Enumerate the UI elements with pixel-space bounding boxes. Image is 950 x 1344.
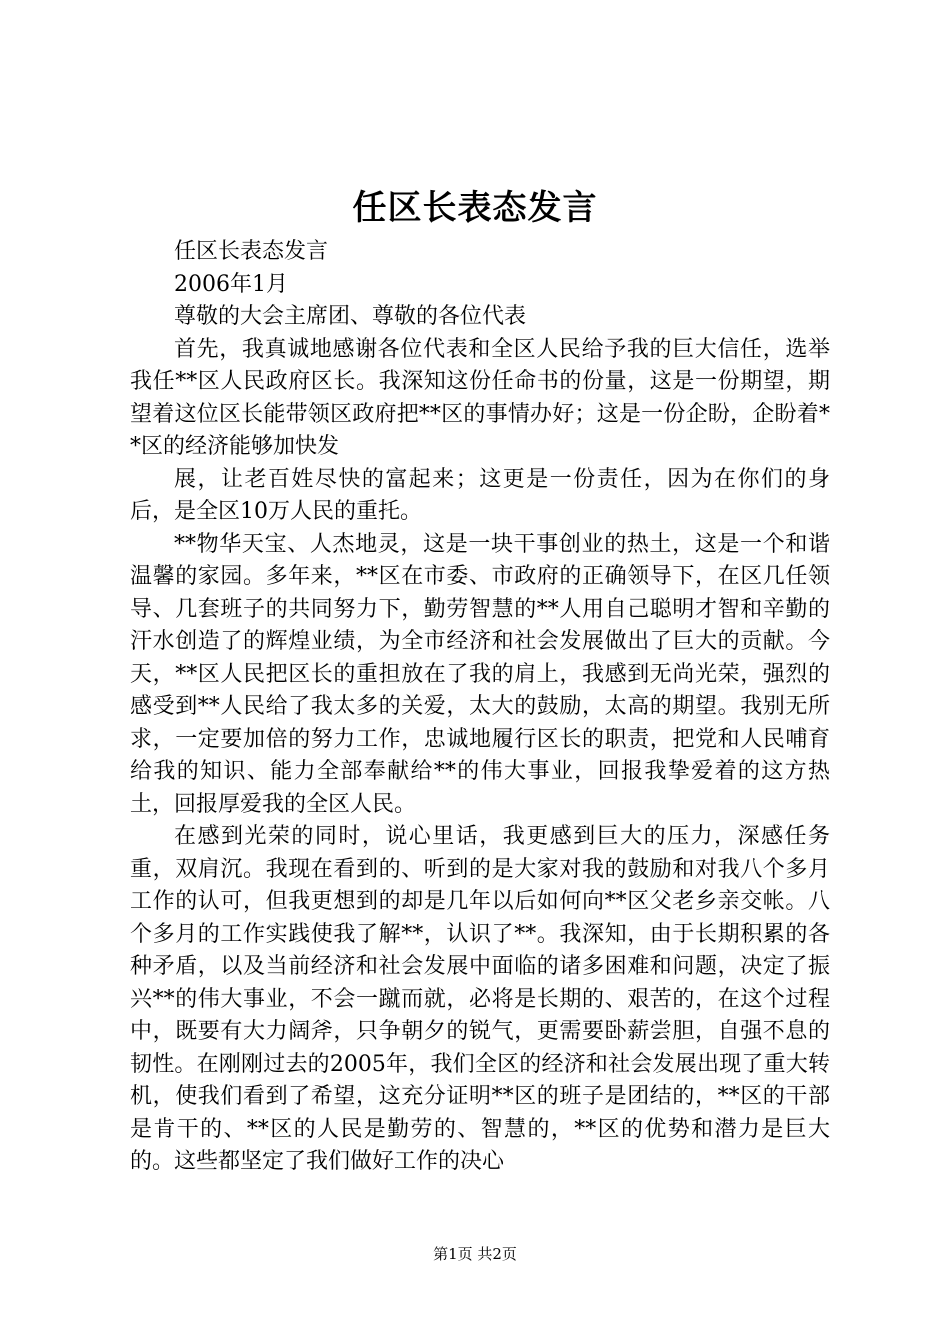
document-title: 任区长表态发言 — [352, 188, 598, 228]
paragraph-body: 在感到光荣的同时，说心里话，我更感到巨大的压力，深感任务重，双肩沉。我现在看到的、听到的是大家对我的鼓励和对我八个多月工作的认可，但我更想到的却是几年以后如何向**区父老乡亲交帐。八个多月的工作实践使我了解**，认识了**。我深知，由于长期积累的各种矛盾，以及当前经济和社会发展中面临的诸多困难和问题，决定了振兴**的伟大事业，不会一蹴而就，必将是长期的、艰苦的，在这个过程中，既要有大力阔斧，只争朝夕的锐气，更需要卧薪尝胆，自强不息的韧性。在刚刚过去的2005年，我们全区的经济和社会发展出现了重大转机，使我们看到了希望，这充分证明**区的班子是团结的，**区的干部是肯干的、**区的人民是勤劳的、智慧的，**区的优势和潜力是巨大的。这些都坚定了我们做好工作的决心 — [130, 824, 830, 1174]
paragraph-body: 首先，我真诚地感谢各位代表和全区人民给予我的巨大信任，选举我任**区人民政府区长。我深知这份任命书的份量，这是一份期望，期望着这位区长能带领区政府把**区的事情办好；这是一份企盼，企盼着**区的经济能够加快发 — [130, 336, 830, 459]
paragraph-body: 展，让老百姓尽快的富起来；这更是一份责任，因为在你们的身后，是全区10万人民的重托。 — [130, 466, 830, 524]
page-number-footer: 第1页 共2页 — [433, 1245, 517, 1263]
paragraph-heading: 任区长表态发言 — [174, 239, 329, 264]
paragraph-salutation: 尊敬的大会主席团、尊敬的各位代表 — [174, 304, 527, 329]
document-body — [130, 236, 830, 1179]
paragraph-body: **物华天宝、人杰地灵，这是一块干事创业的热土，这是一个和谐温馨的家园。多年来，**区在市委、市政府的正确领导下，在区几任领导、几套班子的共同努力下，勤劳智慧的**人用自己聪明才智和辛勤的汗水创造了的辉煌业绩，为全市经济和社会发展做出了巨大的贡献。今天，**区人民把区长的重担放在了我的肩上，我感到无尚光荣，强烈的感受到**人民给了我太多的关爱，太大的鼓励，太高的期望。我别无所求，一定要加倍的努力工作，忠诚地履行区长的职责，把党和人民哺育给我的知识、能力全部奉献给**的伟大事业，回报我挚爱着的这方热土，回报厚爱我的全区人民。 — [130, 531, 830, 817]
paragraph-date: 2006年1月 — [174, 271, 288, 297]
